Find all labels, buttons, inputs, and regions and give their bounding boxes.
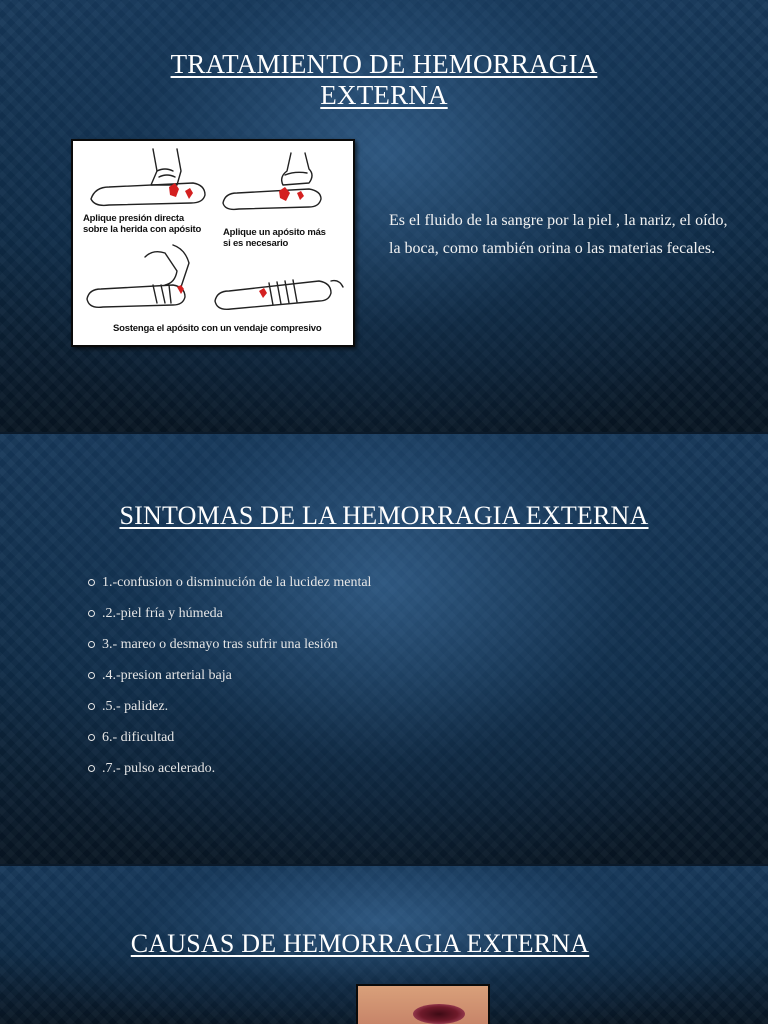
slide-treatment bbox=[0, 0, 768, 432]
symptom-list bbox=[88, 567, 371, 784]
wound-shape bbox=[413, 1004, 465, 1024]
caption-direct-pressure: Aplique presión directa sobre la herida con apósito bbox=[83, 213, 202, 235]
list-item: 6.- dificultad bbox=[88, 722, 371, 753]
bullet-circle-icon bbox=[88, 734, 95, 741]
list-item: .7.- pulso acelerado. bbox=[88, 753, 371, 784]
slide-causes bbox=[0, 866, 768, 1024]
bullet-circle-icon bbox=[88, 672, 95, 679]
caption-compressive-bandage: Sostenga el apósito con un vendaje compresivo bbox=[113, 323, 322, 334]
list-item: .5.- palidez. bbox=[88, 691, 371, 722]
first-aid-illustration bbox=[71, 139, 355, 347]
caption-additional-dressing: Aplique un apósito más si es necesario bbox=[223, 227, 326, 249]
slide-symptoms bbox=[0, 434, 768, 864]
bullet-circle-icon bbox=[88, 765, 95, 772]
list-item: 3.- mareo o desmayo tras sufrir una lesión bbox=[88, 629, 371, 660]
list-item: 1.-confusion o disminución de la lucidez mental bbox=[88, 567, 371, 598]
slide-title: CAUSAS DE HEMORRAGIA EXTERNA bbox=[130, 929, 590, 958]
slide-title: SINTOMAS DE LA HEMORRAGIA EXTERNA bbox=[119, 501, 649, 530]
title-line-1: TRATAMIENTO DE HEMORRAGIA bbox=[170, 49, 598, 79]
list-item: .4.-presion arterial baja bbox=[88, 660, 371, 691]
bullet-circle-icon bbox=[88, 610, 95, 617]
title-line-2: EXTERNA bbox=[320, 80, 448, 110]
bullet-circle-icon bbox=[88, 579, 95, 586]
bullet-circle-icon bbox=[88, 641, 95, 648]
list-item: .2.-piel fría y húmeda bbox=[88, 598, 371, 629]
wound-photo bbox=[356, 984, 490, 1024]
slide-title bbox=[0, 49, 768, 111]
bullet-circle-icon bbox=[88, 703, 95, 710]
definition-text: Es el fluido de la sangre por la piel , la nariz, el oído, la boca, como también orina o las materias fecales. bbox=[389, 212, 728, 257]
